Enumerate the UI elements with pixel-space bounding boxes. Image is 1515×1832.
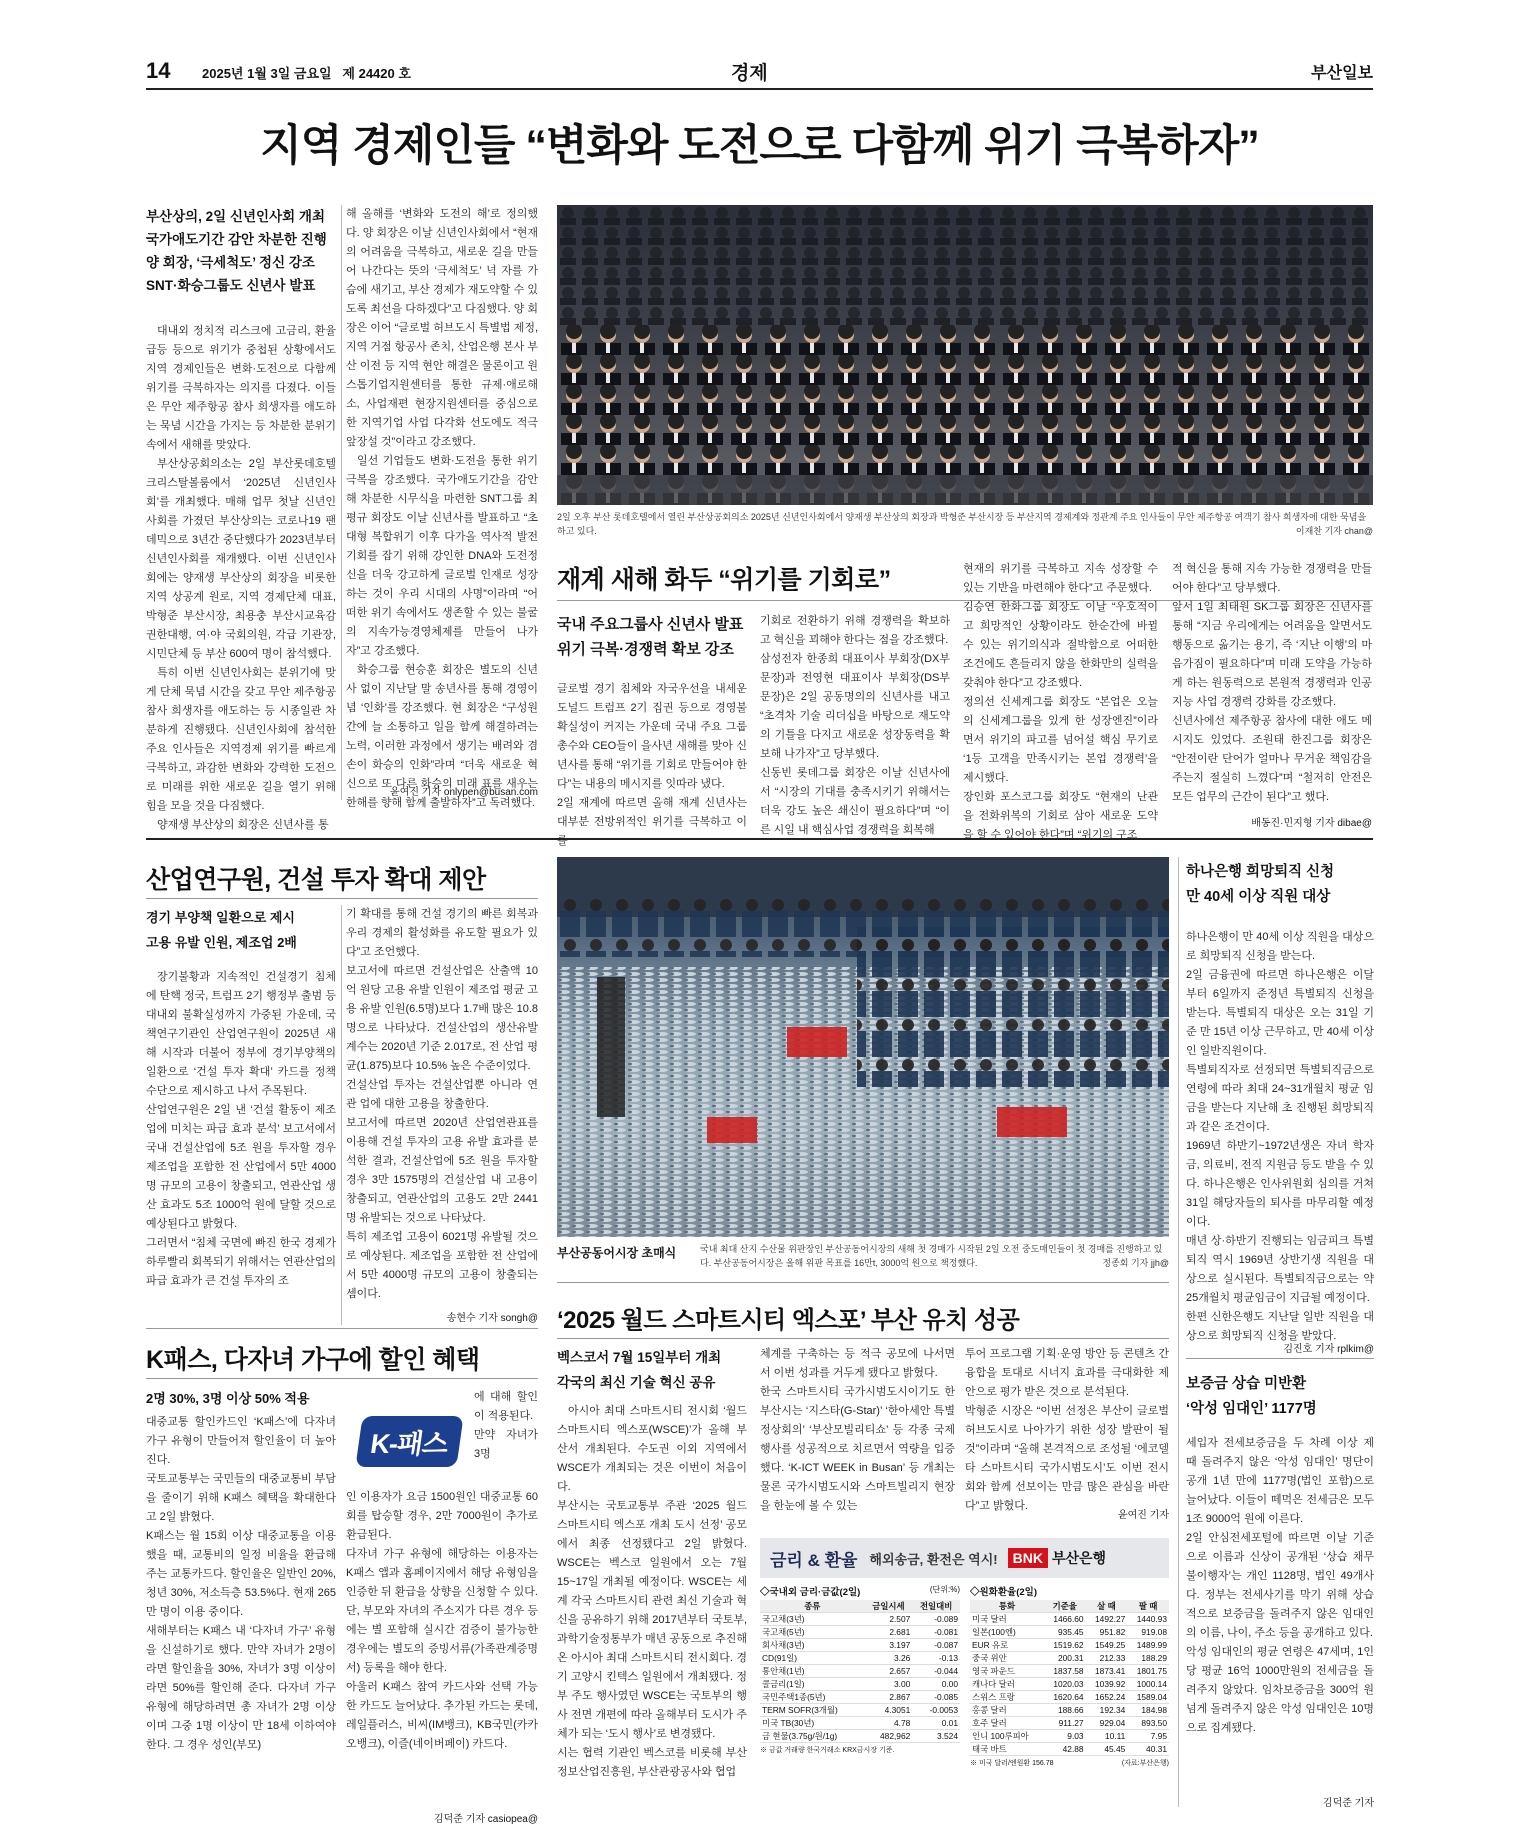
industry-subheads: 경기 부양책 일환으로 제시 고용 유발 인원, 제조업 2배 <box>146 910 297 950</box>
main-headline: 지역 경제인들 “변화와 도전으로 다함께 위기 극복하자” <box>260 122 1259 170</box>
table-row <box>760 1717 960 1730</box>
table-cell: 1440.93 <box>1127 1613 1169 1626</box>
chaebol-col2: 기회로 전환하기 위해 경쟁력을 확보하고 혁신을 꾀해야 한다는 점을 강조했다. 삼성전자 한종희 대표이사 부회장(DX부문장)과 전영현 대표이사 부회장(DS부문장)은 2일 공동명의의 신년사를 내고 “초격차 기술 리더십을 바탕으로 재도약의 기틀을 다지고 새로운 성장동력을 확보해 나가자”고 당부했다. 신동빈 롯데그룹 회장은 이날 신년사에서 “시장의 기대를 충족시키기 위해서는 더욱 강도 높은 쇄신이 필요하다”며 “이른 시일 내 핵심사업 경쟁력을 회복해 <box>760 615 950 836</box>
rates-right-title: ◇원화환율(2일) <box>970 1587 1037 1598</box>
main-body-col2: 해 올해를 ‘변화와 도전의 해’로 정의했다. 양 회장은 이날 신년인사회에서 “현재의 어려움을 극복하고, 새로운 길을 만들어 나간다는 뜻의 ‘극세척도’ 넉 자를 가슴에 새기고, 부산 경제가 재도약할 수 있도록 최선을 다하겠다”고 다짐했다. 양 회장은 이어 “글로벌 허브도시 특별법 제정, 지역 거점 항공사 존치, 산업은행 본사 부산 이전 등 지역 현안 해결은 물론이고 원스톱기업지원센터를 통한 규제·애로해소, 사업재편 현장지원센터를 중심으로 한 지역기업 사업 다각화 선도에도 적극 앞장설 것”이라고 강조했다. 일선 기업들도 변화·도전을 통한 위기 극복을 강조했다. 국가애도기간을 감안해 차분한 시무식을 마련한 SNT그룹 최평규 회장도 이날 신년사를 발표하고 “초대형 복합위기 이후 다가올 역사적 발전 기회를 잡기 위해 강인한 DNA와 도전정신을 더욱 강고하게 글로벌 인재로 성장하는 것이 우리 시대의 사명”이라며 “어떠한 위기 속에서도 생존할 수 있는 불굴의 지속가능경영체제를 만들어 나가자”고 강조했다. 화승그룹 현승훈 회장은 별도의 신년사 없이 지난달 말 송년사를 통해 경영이념 ‘인화’를 강조했다. 현 회장은 “구성원간에 늘 소통하고 일을 함께 해결하려는 노력, 이러한 과정에서 생기는 배려와 겸손이 화승의 인화”라며 “더욱 새로운 혁신으로 또 다른 화승의 미래 표를 새우는 한해를 향해 함께 출발하자”고 독려했다. <box>346 208 539 809</box>
table-cell: 1589.04 <box>1127 1691 1169 1704</box>
expo-title: ‘2025 월드 스마트시티 엑스포’ 부산 유치 성공 <box>557 1307 1020 1334</box>
table-cell: 1020.03 <box>1044 1678 1086 1691</box>
divider <box>557 1338 1169 1339</box>
table-cell: 45.45 <box>1086 1743 1128 1756</box>
expo-col3: 투어 프로그램 기획·운영 방안 등 콘텐츠 간 융합을 토대로 시너지 효과를 극대화한 제안으로 평가 받은 것으로 분석된다. 박형준 시장은 “이번 선정은 부산이 글로벌 허브도시로 나아가기 위한 성장 발판이 될 것”이라며 “올해 본격적으로 조성될 ‘에코델타 스마트시티 국가시범도시’도 이번 전시회와 함께 선보이는 만큼 많은 관심을 바란다”고 밝혔다. <box>965 1348 1169 1512</box>
divider <box>1186 1358 1374 1359</box>
hana-title: 하나은행 희망퇴직 신청 만 40세 이상 직원 대상 <box>1186 864 1335 905</box>
table-cell: 영국 파운드 <box>970 1665 1044 1678</box>
industry-col2: 기 확대를 통해 건설 경기의 빠른 회복과 우리 경제의 활성화를 유도할 필요가 있다”고 조언했다. 보고서에 따르면 건설산업은 산출액 10억 원당 고용 유발 인원이 제조업 평균 고용 유발 인원(6.5명)보다 1.7배 많은 10.8명으로 나타났다. 건설산업의 생산유발계수는 2020년 기준 2.017로, 전 산업 평균(1.875)보다 10.5% 높은 수준이었다. 건설산업 투자는 건설산업뿐 아니라 연관 업에 대한 고용을 창출한다. 보고서에 따르면 2020년 산업연관표를 이용해 건설 투자의 고용 유발 효과를 분석한 결과, 건설산업에 5조 원을 투자할 경우 3만 1575명의 건설산업 내 고용이 창출되고, 연관산업의 고용도 2만 2441명 유발되는 것으로 나타났다. 특히 제조업 고용이 6021명 유발될 것으로 예상된다. 제조업을 포함한 전 산업에서 5만 4000명 규모의 고용이 창출되는 셈이다. <box>346 908 538 1300</box>
paper-name: 부산일보 <box>1311 65 1373 82</box>
table-cell: 192.34 <box>1086 1704 1128 1717</box>
table-cell: 3.00 <box>865 1678 913 1691</box>
kpass-col1: 대중교통 할인카드인 ‘K패스’에 다자녀 가구 유형이 만들어져 할인율이 더 높아진다. 국토교통부는 국민들의 대중교통비 부담을 줄이기 위해 K패스 혜택을 확대한다고 2일 밝혔다. K패스는 월 15회 이상 대중교통을 이용했을 때, 교통비의 일정 비율을 환급해 주는 교통카드다. 할인율은 일반인 20%, 청년 30%, 저소득층 53.5%다. 현재 265만 명이 이용 중이다. 새해부터는 K패스 내 ‘다자녀 가구’ 유형을 신설하기로 했다. 만약 자녀가 2명이라면 할인율을 30%, 자녀가 3명 이상이라면 50%를 할인해 준다. 다자녀 가구 유형에 해당하려면 총 자녀가 2명 이상이며 그중 1명 이상이 만 18세 이하여야 한다. 그 경우 성인(부모) <box>146 1416 336 1751</box>
table-cell: 1873.41 <box>1086 1665 1128 1678</box>
table-cell: 스위스 프랑 <box>970 1691 1044 1704</box>
table-cell: 인니 100루피아 <box>970 1730 1044 1743</box>
bnk-logo: BNK <box>1008 1548 1048 1568</box>
table-cell: 콜금리(1일) <box>760 1678 865 1691</box>
expo-subheads: 벡스코서 7월 15일부터 개최 각국의 최신 기술 혁신 공유 <box>557 1350 722 1390</box>
industry-byline: 송현수 기자 songh@ <box>446 1313 538 1324</box>
page-number: 14 <box>146 58 171 83</box>
table-cell: 1466.60 <box>1044 1613 1086 1626</box>
table-cell: 1620.64 <box>1044 1691 1086 1704</box>
table-cell: 0.01 <box>912 1717 960 1730</box>
fish-photo-title: 부산공동어시장 초매식 <box>557 1246 677 1260</box>
main-photo <box>557 205 1373 505</box>
divider <box>146 1378 538 1379</box>
table-row <box>760 1613 960 1626</box>
table-cell: 482,962 <box>865 1730 913 1743</box>
table-cell: -0.0053 <box>912 1704 960 1717</box>
table-header: 종류 <box>760 1600 865 1613</box>
kpass-col2: 인 이용자가 요금 1500원인 대중교통 60회를 탑승할 경우, 2만 7000원이 추가로 환급된다. 다자녀 가구 유형에 해당하는 이용자는 K패스 앱과 홈페이지에서 해당 유형임을 인증한 뒤 환급을 상향을 신청할 수 있다. 단, 부모와 자녀의 주소지가 다른 경우 등에는 별 포함해 실시간 검증이 불가능한 경우에는 별도의 증빙서류(가족관계증명서) 등록을 해야 한다. 아울러 K패스 참여 카드사와 선택 가능한 카드도 늘어났다. 추가된 카드는 롯데, 레일플러스, 비씨(IM뱅크), KB국민(카카오뱅크), 이즐(네이버페이) 카드다. <box>346 1491 538 1750</box>
rates-banner <box>760 1538 1169 1578</box>
chaebol-col3: 현재의 위기를 극복하고 지속 성장할 수 있는 기반을 마련해야 한다”고 주문했다. 김승연 한화그룹 회장도 이날 “우호적이고 희망적인 상황이라도 한순간에 바뀔 수 있는 위기의식과 절박함으로 어떠한 조건에도 흔들리지 않을 한화만의 실력을 갖춰야 한다”고 강조했다. 정의선 신세계그룹 회장도 “본업은 오늘의 신세계그룹을 있게 한 성장엔진”이라면서 위기의 파고를 넘어설 핵심 무기로 ‘1등 고객을 만족시키는 본업 경쟁력’을 제시했다. 장인화 포스코그룹 회장도 “현재의 난관을 전화위복의 기회로 삼아 새로운 도약을 할 수 있어야 한다”며 “위기의 구조 <box>963 563 1158 841</box>
rates-right-source: (자료:부산은행) <box>1121 1760 1169 1767</box>
table-cell: 2.681 <box>865 1626 913 1639</box>
kpass-title: K패스, 다자녀 가구에 할인 혜택 <box>146 1346 480 1374</box>
table-cell: 국민주택1종(5년) <box>760 1691 865 1704</box>
table-cell: 2.867 <box>865 1691 913 1704</box>
table-cell: TERM SOFR(3개월) <box>760 1704 865 1717</box>
column-rule <box>341 905 342 1325</box>
table-row <box>970 1743 1169 1756</box>
expo-col2: 체계를 구축하는 등 적극 공모에 나서면서 이번 성과를 거두게 됐다고 밝혔다. 한국 스마트시티 국가시범도시이기도 한 부산시는 ‘지스타(G-Star)’ ‘한아세안 특별정상회의’ ‘부산모빌리티쇼’ 등 각종 국제행사를 성공적으로 치르면서 역량을 입증했다. ‘K-ICT WEEK in Busan’ 등 개최는 물론 국가시범도시와 스마트빌리지 현장을 한눈에 볼 수 있는 <box>760 1348 955 1512</box>
bank-name: 부산은행 <box>1051 1550 1107 1566</box>
main-photo-caption: 2일 오후 부산 롯데호텔에서 열린 부산상공회의소 2025년 신년인사회에서 양재생 부산상의 회장과 박형준 부산시장 등 부산지역 경제계와 정관계 주요 인사들이 무안 제주항공 여객기 참사 희생자에 대한 묵념을 하고 있다. 이재찬 기자 chan@ <box>557 512 1373 536</box>
table-header: 금일시세 <box>865 1600 913 1613</box>
rates-left-note: ※ 금값 거래량 한국거래소 KRX금시장 기준. <box>760 1747 895 1754</box>
interest-rate-table <box>760 1600 960 1743</box>
deposit-body: 세입자 전세보증금을 두 차례 이상 제 때 돌려주지 않은 ‘악성 임대인’ 명단이 공개 1년 만에 1177명(법인 포함)으로 늘어났다. 이들이 떼먹은 전세금은 모두 1조 9000억 원에 이른다. 2일 안심전세포털에 따르면 이날 기준으로 이름과 신상이 공개된 ‘상습 채무 불이행자’는 개인 1128명, 법인 49개사다. 정부는 전세사기를 막기 위해 상습적으로 보증금을 돌려주지 않은 임대인의 이름, 나이, 주소 등을 공개하고 있다. 악성 임대인의 평균 연령은 47세며, 1인당 평균 16억 1000만원의 전세금을 돌려주지 않았다. 임차보증금을 300억 원 넘게 돌려주지 않은 악성 임대인은 10명으로 집계됐다. <box>1186 1437 1374 1734</box>
kpass-subhead: 2명 30%, 3명 이상 50% 적용 <box>146 1391 310 1406</box>
table-cell: 3.26 <box>865 1652 913 1665</box>
rates-banner-title: 금리 & 환율 <box>770 1550 858 1570</box>
rates-right-note: ※ 미국 달러/엔원환 156.78 <box>970 1760 1054 1767</box>
chaebol-title: 재계 새해 화두 “위기를 기회로” <box>557 566 891 594</box>
table-cell: 951.82 <box>1086 1626 1128 1639</box>
table-cell: -0.13 <box>912 1652 960 1665</box>
deposit-title: 보증금 상습 미반환 ‘악성 임대인’ 1177명 <box>1186 1376 1317 1417</box>
table-cell: 7.95 <box>1127 1730 1169 1743</box>
table-cell: 188.66 <box>1044 1704 1086 1717</box>
table-cell: 2.507 <box>865 1613 913 1626</box>
table-cell: 1549.25 <box>1086 1639 1128 1652</box>
table-cell: 홍콩 달러 <box>970 1704 1044 1717</box>
table-cell: 3.524 <box>912 1730 960 1743</box>
chaebol-col4: 적 혁신을 통해 지속 가능한 경쟁력을 만들어야 한다”고 당부했다. 앞서 1일 최태원 SK그룹 회장은 신년사를 통해 “지금 우리에게는 어려움을 알면서도 행동으로 옮기는 용기, 즉 ‘지난 이행’의 마음가짐이 필요하다”며 미래 도약을 가능하게 하는 원동력으로 본원적 경쟁력과 인공지능 사업 경쟁력 강화를 강조했다. 신년사에선 제주항공 참사에 대한 애도 메시지도 있었다. 조원태 한진그룹 회장은 “안전이란 단어가 얼마나 무거운 책임감을 주는지 절실히 느꼈다”며 “철저히 안전은 모든 업무의 근간이 된다”고 했다. <box>1172 563 1372 803</box>
chaebol-subheads: 국내 주요그룹사 신년사 발표 위기 극복·경쟁력 확보 강조 <box>557 616 744 658</box>
table-cell: -0.044 <box>912 1665 960 1678</box>
fish-photo-caption: 국내 최대 산지 수산물 위판장인 부산공동어시장의 새해 첫 경매가 시작된 2일 오전 중도매인들이 첫 경매를 진행하고 있다. 부산공동어시장은 올해 위판 목표를 16만t, 3000억 원으로 책정했다. 정종회 기자 jjh@ <box>700 1244 1169 1268</box>
table-row <box>760 1652 960 1665</box>
table-row <box>970 1730 1169 1743</box>
rates-banner-slogan: 해외송금, 환전은 역시! <box>869 1551 998 1567</box>
industry-title: 산업연구원, 건설 투자 확대 제안 <box>146 866 486 894</box>
table-cell: 국고채(3년) <box>760 1613 865 1626</box>
table-row <box>970 1665 1169 1678</box>
kpass-col2-top: 에 대해 할인이 적용된다. 만약 자녀가 3명 <box>474 1391 538 1460</box>
main-body-col1: 대내외 정치적 리스크에 고금리, 환율 급등 등으로 위기가 중첩된 상황에서도 지역 경제인들은 변화·도전으로 다함께 위기를 극복하자는 의지를 다졌다. 이들은 무안 제주항공 참사 희생자를 애도하는 묵념 시간을 가지는 등 차분한 분위기 속에서 새해를 맞았다. 부산상공회의소는 2일 부산롯데호텔 크리스탈볼룸에서 ‘2025년 신년인사회’를 개최했다. 매해 업무 첫날 신년인사회를 가졌던 부산상의는 코로나19 팬데믹으로 3년간 중단했다가 2023년부터 신년인사회를 재개했다. 이번 신년인사회에는 양재생 부산상의 회장을 비롯한 지역 상공계 원로, 지역 경제단체 대표, 박형준 부산시장, 최용충 부산시교육감 권한대행, 여·야 국회의원, 각급 기관장, 시민단체 등 부산 600여 명이 참석했다. 특히 이번 신년인사회는 분위기에 맞게 단체 묵념 시간을 갖고 무안 제주항공 참사 희생자를 애도하는 등 시종일관 차분하게 진행됐다. 신년인사회에 참석한 주요 인사들은 지역경제 위기를 빠르게 극복하고, 과감한 변화와 강력한 도전으로 미래를 위한 새로운 길을 열기 위해 힘을 모을 것을 다짐했다. 양재생 부산상의 회장은 신년사를 통 <box>146 325 336 831</box>
table-cell: 일본(100엔) <box>970 1626 1044 1639</box>
table-row <box>760 1691 960 1704</box>
table-cell: 1801.75 <box>1127 1665 1169 1678</box>
expo-col1: 아시아 최대 스마트시티 전시회 ‘월드 스마트시티 엑스포(WSCE)’가 올해 부산서 개최된다. 수도권 이외 지역에서 WSCE가 개최되는 것은 이번이 처음이다. 부산시는 국토교통부 주관 ‘2025 월드 스마트시티 엑스포 개최 도시 선정’ 공모에서 최종 선정됐다고 2일 밝혔다. WSCE는 벡스코 일원에서 오는 7월 15~17일 개최될 예정이다. WSCE는 세계 각국 스마트시티 관련 최신 기술과 혁신을 공유하기 위해 2017년부터 국토부, 과학기술정통부가 매년 공동으로 추진해온 아시아 최대 스마트시티 전시회다. 경기 고양시 킨텍스 일원에서 개최됐다. 정부 주도 행사였던 WSCE는 국토부의 행사 전면 개편에 따라 올해부터 도시가 주체가 되는 ‘도시 행사’로 변경됐다. 시는 협력 기관인 벡스코를 비롯해 부산정보산업진흥원, 부산관광공사와 협업 <box>557 1405 747 1778</box>
table-row <box>970 1717 1169 1730</box>
table-cell: 2.657 <box>865 1665 913 1678</box>
rates-left-unit: (단위:%) <box>929 1585 960 1594</box>
table-cell: 1489.99 <box>1127 1639 1169 1652</box>
table-row <box>760 1665 960 1678</box>
table-cell: 42.88 <box>1044 1743 1086 1756</box>
table-cell: 4.3051 <box>865 1704 913 1717</box>
table-cell: 0.00 <box>912 1678 960 1691</box>
table-cell: 184.98 <box>1127 1704 1169 1717</box>
table-row <box>970 1613 1169 1626</box>
rates-left <box>760 1584 960 1755</box>
chaebol-byline: 배동진·민지형 기자 dibae@ <box>1251 818 1372 829</box>
section-name: 경제 <box>731 63 768 84</box>
chaebol-col1: 글로벌 경기 침체와 자국우선을 내세운 도널드 트럼프 2기 집권 등으로 경영불확실성이 커지는 가운데 국내 주요 그룹 총수와 CEO들이 을사년 새해를 맞아 신년사를 통해 “위기를 기회로 만들어야 한다”는 내용의 메시지를 잇따라 냈다. 2일 재계에 따르면 올해 재계 신년사는 대부분 전방위적인 위기를 극복하고 이를 <box>557 683 747 847</box>
rates-left-title: ◇국내외 금리·금값(2일) <box>760 1587 861 1598</box>
exchange-rate-table <box>970 1600 1169 1756</box>
table-row <box>760 1639 960 1652</box>
table-cell: 893.50 <box>1127 1717 1169 1730</box>
kpass-logo: K-패스 <box>350 1408 468 1474</box>
table-row <box>760 1704 960 1717</box>
crowd-illustration <box>557 205 1373 505</box>
table-header: 전일대비 <box>912 1600 960 1613</box>
table-cell: CD(91일) <box>760 1652 865 1665</box>
fish-market-photo <box>557 857 1169 1237</box>
main-subheads: 부산상의, 2일 신년인사회 개최 국가애도기간 감안 차분한 진행 양 회장, ‘극세척도’ 정신 강조 SNT·화승그룹도 신년사 발표 <box>146 209 327 293</box>
table-cell: EUR 유로 <box>970 1639 1044 1652</box>
table-header: 기준율 <box>1044 1600 1086 1613</box>
table-cell: -0.087 <box>912 1639 960 1652</box>
table-cell: 1519.62 <box>1044 1639 1086 1652</box>
main-byline: 윤여진 기자 onlypen@busan.com <box>390 787 538 798</box>
deposit-byline: 김덕준 기자 <box>1322 1798 1374 1809</box>
divider <box>146 898 538 899</box>
table-cell: 9.03 <box>1044 1730 1086 1743</box>
table-cell: 188.29 <box>1127 1652 1169 1665</box>
hana-byline: 김진호 기자 rplkim@ <box>1283 1344 1374 1355</box>
table-cell: 10.11 <box>1086 1730 1128 1743</box>
table-cell: 미국 TB(30년) <box>760 1717 865 1730</box>
table-cell: 40.31 <box>1127 1743 1169 1756</box>
hana-body: 하나은행이 만 40세 이상 직원을 대상으로 희망퇴직 신청을 받는다. 2일 금융권에 따르면 하나은행은 이달부터 6일까지 준정년 특별퇴직 신청을 받는다. 특별퇴직 대상은 오는 31일 기준 만 15년 이상 근무하고, 만 40세 이상인 일반직원이다. 특별퇴직자로 선정되면 특별퇴직금으로 연령에 따라 최대 24~31개월치 평균 임금을 받는다 지난해 초 진행된 희망퇴직과 같은 조건이다. 1969년 하반기~1972년생은 자녀 학자금, 의료비, 전직 지원금 등도 받을 수 있다. 하나은행은 인사위원회 심의를 거쳐 31일 해당자들의 퇴사를 마무리할 예정이다. 매년 상·하반기 진행되는 임금피크 특별퇴직 역시 1969년 상반기생 직원을 대상으로 실시된다. 특별퇴직금으로는 약 25개월치 평균임금이 지급될 예정이다. 한편 신한은행도 지난달 일반 직원을 대상으로 희망퇴직 신청을 받았다. <box>1186 931 1374 1342</box>
rates-right <box>970 1584 1169 1768</box>
table-row <box>970 1704 1169 1717</box>
table-row <box>970 1639 1169 1652</box>
table-cell: 3.197 <box>865 1639 913 1652</box>
table-cell: 911.27 <box>1044 1717 1086 1730</box>
table-row <box>760 1678 960 1691</box>
table-header: 살 때 <box>1086 1600 1128 1613</box>
table-cell: -0.089 <box>912 1613 960 1626</box>
table-cell: 금 현물(3.75g/원/1g) <box>760 1730 865 1743</box>
table-cell: 호주 달러 <box>970 1717 1044 1730</box>
expo-byline: 윤여진 기자 <box>1117 1510 1169 1521</box>
table-cell: 1492.27 <box>1086 1613 1128 1626</box>
table-cell: 미국 달러 <box>970 1613 1044 1626</box>
table-cell: -0.085 <box>912 1691 960 1704</box>
table-cell: 919.08 <box>1127 1626 1169 1639</box>
table-cell: 929.04 <box>1086 1717 1128 1730</box>
table-cell: 1039.92 <box>1086 1678 1128 1691</box>
column-rule <box>1178 857 1179 1807</box>
table-cell: 중국 위안 <box>970 1652 1044 1665</box>
table-cell: -0.081 <box>912 1626 960 1639</box>
table-row <box>970 1626 1169 1639</box>
table-cell: 4.78 <box>865 1717 913 1730</box>
table-row <box>970 1678 1169 1691</box>
table-cell: 935.45 <box>1044 1626 1086 1639</box>
kpass-byline: 김덕준 기자 casiopea@ <box>433 1814 538 1825</box>
table-cell: 통안채(1년) <box>760 1665 865 1678</box>
table-cell: 1652.24 <box>1086 1691 1128 1704</box>
divider <box>557 1282 1169 1283</box>
table-cell: 1000.14 <box>1127 1678 1169 1691</box>
column-rule <box>341 205 342 800</box>
section-divider <box>146 838 1373 840</box>
table-cell: 1837.58 <box>1044 1665 1086 1678</box>
divider <box>146 1328 538 1329</box>
issue-date: 2025년 1월 3일 금요일 제 24420 호 <box>202 66 411 81</box>
masthead <box>146 58 1373 90</box>
table-cell: 212.33 <box>1086 1652 1128 1665</box>
table-row <box>760 1730 960 1743</box>
table-cell: 200.31 <box>1044 1652 1086 1665</box>
table-header: 통화 <box>970 1600 1044 1613</box>
table-cell: 태국 바트 <box>970 1743 1044 1756</box>
table-cell: 캐나다 달러 <box>970 1678 1044 1691</box>
fish-market-illustration <box>557 857 1169 1237</box>
table-row <box>970 1652 1169 1665</box>
table-cell: 회사채(3년) <box>760 1639 865 1652</box>
table-row <box>760 1626 960 1639</box>
table-header: 팔 때 <box>1127 1600 1169 1613</box>
table-row <box>970 1691 1169 1704</box>
industry-col1: 장기불황과 지속적인 건설경기 침체에 탄핵 정국, 트럼프 2기 행정부 출범 등 대내외 불확실성까지 가중된 가운데, 국책연구기관인 산업연구원이 2025년 새해 시작과 더불어 정부에 경기부양책의 일환으로 ‘건설 투자 확대’ 카드를 정책 수단으로 제시하고 나서 주목된다. 산업연구원은 2일 낸 ‘건설 활동이 제조업에 미치는 파급 효과 분석’ 보고서에서 국내 건설산업에 5조 원을 투자할 경우 제조업을 포함한 전 산업에서 5만 4000명 규모의 고용이 창출되고, 연관산업 생산 효과도 5조 1000억 원에 달할 것으로 예상된다고 밝혔다. 그러면서 “침체 국면에 빠진 한국 경제가 하루빨리 회복되기 위해서는 연관산업의 파급 효과가 큰 건설 투자의 조 <box>146 971 336 1287</box>
table-cell: 국고채(5년) <box>760 1626 865 1639</box>
